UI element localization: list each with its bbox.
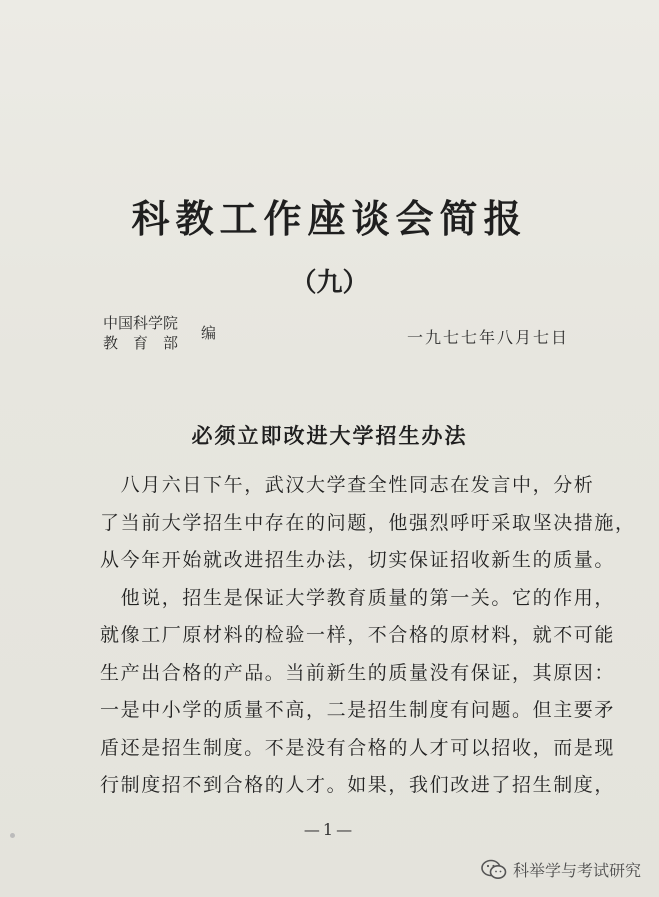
issuer-line-2: 教 育 部 [103, 334, 179, 352]
article-headline: 必须立即改进大学招生办法 [191, 423, 468, 448]
watermark-text: 科举学与考试研究 [512, 861, 641, 880]
wechat-icon [481, 859, 507, 881]
body-line: 行制度招不到合格的人才。如果，我们改进了招生制度， [100, 774, 616, 796]
body-line: 了当前大学招生中存在的问题，他强烈呼吁采取坚决措施， [100, 511, 636, 534]
document-title: 科教工作座谈会简报 [131, 197, 528, 241]
body-line: 一是中小学的质量不高，二是招生制度有问题。但主要矛 [100, 699, 616, 721]
article-body [100, 467, 636, 805]
body-line: 他说，招生是保证大学教育质量的第一关。它的作用， [100, 586, 616, 609]
issuer-line-1: 中国科学院 [103, 314, 179, 332]
issuer-suffix: 编 [201, 324, 217, 342]
document-date: 一九七七年八月七日 [407, 328, 570, 347]
page-number: —1— [303, 820, 356, 839]
paper-spot [10, 833, 15, 838]
issuer-block [103, 313, 217, 353]
watermark [481, 858, 641, 881]
body-line: 从今年开始就改进招生办法，切实保证招收新生的质量。 [100, 549, 616, 571]
body-line: 就像工厂原材料的检验一样，不合格的原材料，就不可能 [100, 624, 616, 646]
issue-number: （九） [290, 268, 369, 298]
body-line: 生产出合格的产品。当前新生的质量没有保证，其原因： [100, 661, 616, 684]
body-line: 八月六日下午，武汉大学查全性同志在发言中，分析 [100, 474, 595, 496]
body-line: 盾还是招生制度。不是没有合格的人才可以招收，而是现 [100, 736, 616, 759]
